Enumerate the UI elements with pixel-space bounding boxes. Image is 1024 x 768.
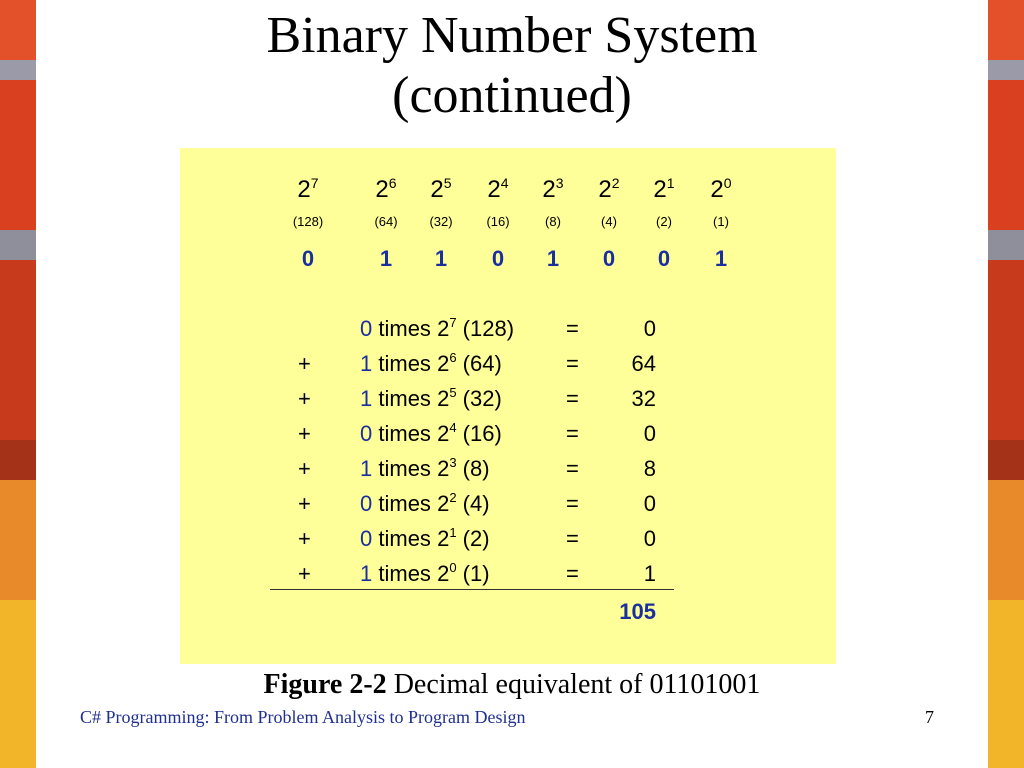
row-result: 64 [631,351,656,376]
calc-row [180,456,836,491]
power-exponent: 5 [443,175,452,191]
power-base: 2 [598,176,612,203]
power-base: 2 [430,176,444,203]
term-digit: 0 [360,421,373,446]
term-base: 2 [437,421,450,446]
calc-row [180,421,836,456]
power-exponent: 6 [388,175,397,191]
power-base: 2 [375,176,389,203]
power-base: 2 [542,176,556,203]
power-header-5 [598,176,619,204]
binary-digit-0: 0 [301,246,315,271]
term-word: times [378,421,431,446]
term-digit: 0 [360,491,373,516]
figure-caption [0,668,1024,702]
power-exponent: 0 [723,175,732,191]
equals-sign: = [566,526,579,551]
equals-sign: = [566,491,579,516]
power-base: 2 [710,176,724,203]
term-base: 2 [437,456,450,481]
term-exponent: 0 [449,560,457,575]
operator: + [298,386,311,411]
term-paren: (4) [462,491,490,516]
power-value-4: (8) [545,214,561,229]
term-word: times [378,491,431,516]
power-value-6: (2) [656,214,672,229]
term-paren: (64) [462,351,502,376]
term-digit: 0 [360,526,373,551]
term-digit: 1 [360,456,373,481]
power-exponent: 2 [611,175,620,191]
equals-sign: = [566,316,579,341]
calc-row [180,351,836,386]
row-result: 0 [643,421,656,446]
equals-sign: = [566,351,579,376]
term-exponent: 3 [449,455,457,470]
binary-digit-7: 1 [714,246,728,271]
term-word: times [378,351,431,376]
power-value-5: (4) [601,214,617,229]
power-base: 2 [487,176,501,203]
term-base: 2 [437,526,450,551]
term-digit: 0 [360,316,373,341]
term-word: times [378,561,431,586]
equals-sign: = [566,456,579,481]
term-exponent: 1 [449,525,457,540]
power-header-2 [430,176,451,204]
row-result: 0 [643,316,656,341]
power-value-1: (64) [374,214,398,229]
slide-title [120,6,904,126]
caption-text: Decimal equivalent of 01101001 [393,669,761,700]
term-paren: (32) [462,386,502,411]
term [360,561,490,587]
row-result: 32 [631,386,656,411]
total-value: 105 [619,599,656,624]
term-base: 2 [437,386,450,411]
term [360,526,490,552]
operator: + [298,561,311,586]
term-base: 2 [437,491,450,516]
binary-digit-6: 0 [657,246,671,271]
term-paren: (16) [462,421,502,446]
term-exponent: 6 [449,350,457,365]
power-value-0: (128) [292,214,324,229]
equals-sign: = [566,421,579,446]
term [360,386,502,412]
row-result: 0 [643,491,656,516]
equals-sign: = [566,561,579,586]
power-header-7 [710,176,731,204]
term-word: times [378,526,431,551]
page-number: 7 [925,707,934,727]
power-exponent: 3 [555,175,564,191]
binary-digit-4: 1 [546,246,560,271]
power-header-1 [375,176,396,204]
binary-digit-2: 1 [434,246,448,271]
slide-footer: C# Programming: From Problem Analysis to Program Design [80,707,526,727]
equals-sign: = [566,386,579,411]
left-decorative-strip [0,0,36,768]
term-paren: (2) [462,526,490,551]
operator: + [298,526,311,551]
title-line-1: Binary Number System [266,7,758,64]
operator: + [298,456,311,481]
term-paren: (1) [462,561,490,586]
term [360,456,490,482]
term [360,491,490,517]
term [360,351,502,377]
term-paren: (8) [462,456,490,481]
term-exponent: 7 [449,315,457,330]
power-value-7: (1) [713,214,729,229]
power-header-4 [542,176,563,204]
sum-line [270,589,674,590]
term-base: 2 [437,316,450,341]
term-base: 2 [437,561,450,586]
term-base: 2 [437,351,450,376]
term-exponent: 5 [449,385,457,400]
operator: + [298,491,311,516]
power-exponent: 1 [666,175,675,191]
row-result: 1 [643,561,656,586]
power-header-6 [653,176,674,204]
binary-digit-3: 0 [491,246,505,271]
power-header-3 [487,176,508,204]
binary-conversion-figure [180,148,836,664]
binary-digit-1: 1 [379,246,393,271]
calc-row [180,316,836,351]
calc-row [180,561,836,596]
term [360,421,502,447]
power-value-3: (16) [486,214,510,229]
power-base: 2 [297,176,311,203]
calc-row [180,491,836,526]
calc-row [180,386,836,421]
row-result: 8 [643,456,656,481]
operator: + [298,351,311,376]
term-word: times [378,386,431,411]
term-word: times [378,316,431,341]
power-exponent: 7 [310,175,319,191]
row-result: 0 [643,526,656,551]
calc-row [180,526,836,561]
binary-digit-5: 0 [602,246,616,271]
power-header-0 [297,176,318,204]
term-word: times [378,456,431,481]
power-value-2: (32) [429,214,453,229]
term-digit: 1 [360,561,373,586]
title-line-2: (continued) [392,67,632,124]
caption-label: Figure 2-2 [263,669,387,700]
power-exponent: 4 [500,175,509,191]
operator: + [298,421,311,446]
power-base: 2 [653,176,667,203]
term-exponent: 4 [449,420,457,435]
term-exponent: 2 [449,490,457,505]
term [360,316,514,342]
term-paren: (128) [462,316,515,341]
right-decorative-strip [988,0,1024,768]
term-digit: 1 [360,386,373,411]
term-digit: 1 [360,351,373,376]
